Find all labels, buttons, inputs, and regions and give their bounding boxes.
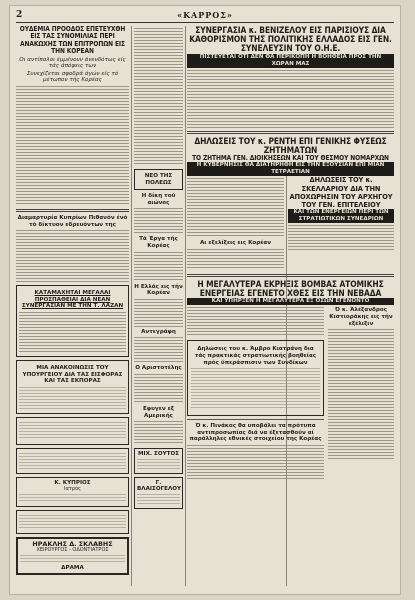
- ad-name: ΗΡΑΚΛΗΣ Δ. ΣΚΛΑΒΗΣ: [32, 539, 113, 548]
- small-headline: Ό κ. Άλέξανδρος Κιστιοράκης εις τήν εξέλιξιν: [329, 307, 393, 327]
- advertisement: [134, 448, 183, 474]
- article-text: [187, 249, 284, 269]
- headline-korea-talks: ΟΥΔΕΜΙΑ ΠΡΟΟΔΟΣ ΕΠΕΤΕΥΧΘΗ ΕΙΣ ΤΑΣ ΣΥΝΟΜΙΛΙΑΣ ΠΕΡΙ ΑΝΑΚΩΧΗΣ ΤΩΝ ΕΠΙΤΡΟΠΩΝ ΕΙΣ ΤΗΝ ΚΟΡΕΑΝ: [19, 26, 126, 56]
- article-text: [288, 225, 394, 251]
- article-text: [16, 86, 129, 206]
- ad-line: Ιατρός: [64, 485, 81, 492]
- advertisement: [134, 477, 183, 509]
- small-headline: Αι εξελίξεις εις Κορέαν: [199, 240, 272, 247]
- subheadline: Οι αντίπαλοι έμμένουν άνενδότως είς τάς άπόψεις των: [19, 56, 126, 70]
- article-text: [16, 230, 129, 282]
- divider: [187, 419, 324, 420]
- two-col-text: [187, 305, 394, 483]
- headline-bar: Η ΚΥΒΕΡΝΗΣΙΣ ΘΑ ΔΙΑΤΗΡΗΘΗ ΕΙΣ ΤΗΝ ΕΞΟΥΣΙΑΝ ΕΠΙ ΜΙΑΝ ΤΕΤΡΑΕΤΙΑΝ: [187, 162, 394, 176]
- article-text: [328, 329, 394, 459]
- newspaper-title: «ΚΑΡΡΟΣ»: [177, 10, 233, 20]
- headline-skellariou: ΔΗΛΩΣΕΙΣ ΤΟΥ κ. ΣΚΕΛΛΑΡΙΟΥ ΔΙΑ ΤΗΝ ΑΠΟΧΩΡΗΣΙΝ ΤΟΥ ΑΡΧΗΓΟΥ ΤΟΥ ΓΕΝ. ΕΠΙΤΕΛΕΙΟΥ: [289, 175, 393, 210]
- article-text: [134, 299, 183, 327]
- headline-atomic: Η ΜΕΓΑΛΥΤΕΡΑ ΕΚΡΗΞΙΣ ΒΟΜΒΑΣ ΑΤΟΜΙΚΗΣ ΕΝΕΡΓΕΙΑΣ ΕΓΕΝΕΤΟ ΧΘΕΣ ΕΙΣ ΤΗΝ ΝΕΒΑΔΑ: [197, 279, 384, 299]
- article-text: [134, 374, 183, 404]
- divider: [187, 131, 394, 134]
- article-text: [134, 421, 183, 445]
- page-number: 2: [16, 10, 23, 20]
- article-text: [187, 178, 284, 238]
- article-text: [19, 387, 126, 409]
- small-headline: Τά Έργα τής Κορέας: [139, 236, 178, 249]
- headline-bar: ΚΑΙ ΤΩΝ ΕΝΕΡΓΕΙΩΝ ΠΕΡΙ ΤΩΝ ΣΤΡΑΤΙΩΤΙΚΩΝ ΣΥΝΕΔΡΙΩΝ: [288, 209, 394, 223]
- news-box: [16, 285, 129, 357]
- advertisement-dentist: [16, 537, 129, 575]
- article-text: [187, 307, 324, 337]
- article-text: [134, 337, 183, 363]
- article-text: [134, 252, 183, 282]
- small-headline: Η δίκη τού αιώνος: [141, 193, 176, 206]
- headline-bar: ΚΑΙ ΥΠΗΡΞΕΝ Η ΜΕΓΑΛΥΤΕΡΑ ΕΞ ΟΣΩΝ ΕΓΕΝΟΝΤΟ: [187, 298, 394, 305]
- ad-city: ΔΡΑΜΑ: [61, 564, 84, 571]
- box-title: ΝΕΟ ΤΗΣ ΠΟΛΕΩΣ: [144, 173, 173, 186]
- headline-venizelos: ΣΥΝΕΡΓΑΣΙΑ κ. ΒΕΝΙΖΕΛΟΥ ΕΙΣ ΠΑΡΙΣΙΟΥΣ ΔΙΑ ΚΑΘΟΡΙΣΜΟΝ ΤΗΣ ΠΟΛΙΤΙΚΗΣ ΕΛΛΑΔΟΣ ΕΙΣ ΓΕΝ. ΣΥΝΕΛΕΥΣΙΝ ΤΟΥ Ο.Η.Ε.: [189, 26, 392, 54]
- article-text: [187, 70, 394, 128]
- article-text: [191, 368, 320, 410]
- column-rule: [131, 26, 132, 586]
- ad-name: Κ. ΚΥΠΡΙΟΣ: [54, 479, 91, 486]
- box-headline: ΚΑΤΑΜΑΧΗΤΑΙ ΜΕΓΑΛΑΙ ΠΡΟΣΠΑΘΕΙΑΙ ΔΙΑ ΝΕΑΝ ΣΥΝΕΡΓΑΣΙΑΝ ΜΕ ΤΗΝ Τ. ΛΑΖΑΝ: [21, 290, 124, 310]
- columns-3-4: [187, 26, 394, 588]
- small-headline: Ο Αριστοτέλης: [135, 365, 182, 372]
- article-text: [134, 208, 183, 234]
- divider: [16, 209, 129, 212]
- statement-box: [187, 340, 324, 416]
- city-news-box: [134, 169, 183, 190]
- headline-rentis-2: ΤΟ ΖΗΤΗΜΑ ΓΕΝ. ΔΙΟΙΚΗΣΕΩΝ ΚΑΙ ΤΟΥ ΘΕΣΜΟΥ ΝΟΜΑΡΧΩΝ: [192, 154, 389, 163]
- advertisement-doctor: [16, 477, 129, 507]
- box-headline: Δηλώσεις του κ. Άμβρο Κιατράνη δια τάς πρακτικάς στρατιωτικής βοηθείας πρός ύπεράσπισιν των Συνδίκων: [194, 346, 317, 366]
- small-headline: Εφυγεν εξ Αμερικής: [142, 405, 175, 419]
- article-text: [19, 312, 126, 352]
- article-headline: Ό κ. Πινάκος θα υποβάλει τα πρότυπα αντιπροσωπίας διά να έξετασθούν αί παράλληλες εθνικές στοιχείου της Κορέας: [189, 423, 322, 443]
- column-1: [16, 26, 129, 588]
- ad-name: ΜΙΧ. ΣΟΥΤΟΣ: [137, 451, 180, 458]
- box-headline: ΜΙΑ ΑΝΑΚΟΙΝΩΣΙΣ ΤΟΥ ΥΠΟΥΡΓΕΙΟΥ ΔΙΑ ΤΑΣ ΕΙΣΦΟΡΑΣ ΚΑΙ ΤΑΣ ΕΚΠΟΡΑΣ: [22, 364, 123, 385]
- two-col-text: [187, 176, 394, 271]
- subheadline-2: Συνεχίζεται σφοδρά άγών είς τό μέτωπον τής Κορέας: [26, 70, 119, 84]
- small-headline: Αντεγράφη: [141, 328, 176, 335]
- headline-bar: ΠΙΣΤΕΥΕΤΑΙ ΟΤΙ ΔΕΝ ΘΑ ΠΕΡΙΚΟΠΗ Η ΒΟΗΘΕΙΑ ΠΡΟΣ ΤΗΝ ΧΩΡΑΝ ΜΑΣ: [187, 54, 394, 68]
- headline-rentis: ΔΗΛΩΣΕΙΣ ΤΟΥ κ. ΡΕΝΤΗ ΕΠΙ ΓΕΝΙΚΗΣ ΦΥΣΕΩΣ ΖΗΤΗΜΑΤΩΝ: [194, 135, 387, 155]
- article-text: [187, 445, 324, 481]
- article-headline: Διαμαρτυρία Κυπρίων Πιθανόν ένό τό δίκτυον εδρευόντων της: [17, 215, 128, 228]
- column-2: [134, 26, 183, 588]
- advertisement: [16, 448, 129, 474]
- masthead: [16, 10, 394, 23]
- article-text: [134, 28, 183, 166]
- news-box: [16, 360, 129, 414]
- ad-name: Γ. ΒΛΑΙΣΟΓΕΛΟΥ: [137, 480, 182, 493]
- column-rule: [185, 26, 186, 586]
- small-headline: Η Ελλάς εις τήν Κορέαν: [134, 283, 183, 297]
- advertisement: [16, 510, 129, 534]
- divider: [187, 274, 394, 277]
- ad-line: ΧΕΙΡΟΥΡΓΟΣ - ΟΔΟΝΤΙΑΤΡΟΣ: [36, 546, 109, 553]
- newspaper-page: [10, 6, 400, 594]
- advertisement: [16, 417, 129, 445]
